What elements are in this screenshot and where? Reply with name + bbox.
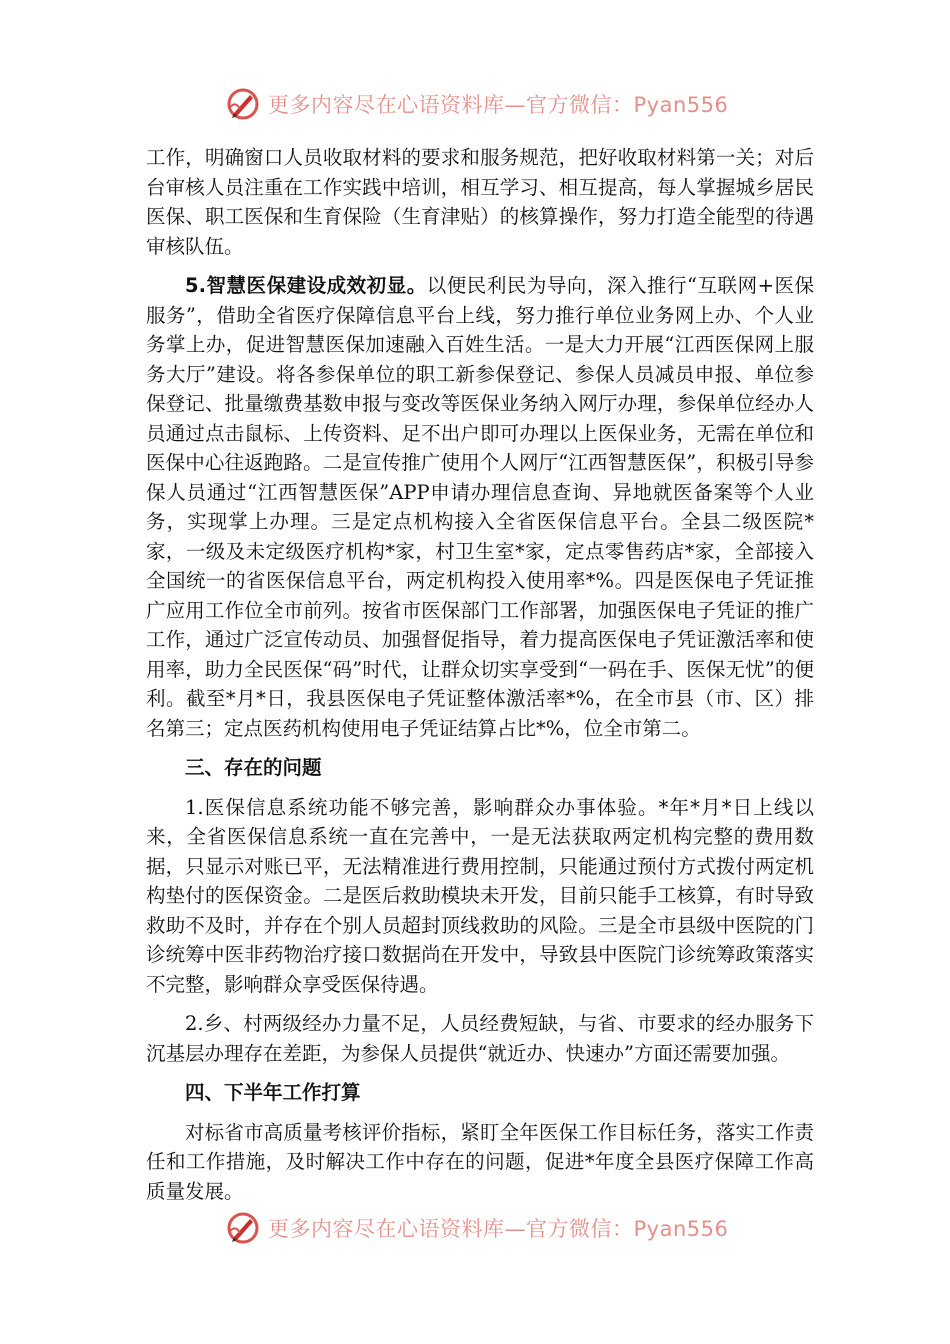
pen-logo-icon xyxy=(226,1211,260,1245)
paragraph-item5 xyxy=(146,271,814,743)
paragraph-continued: 工作，明确窗口人员收取材料的要求和服务规范，把好收取材料第一关；对后台审核人员注重在工作实践中培训，相互学习、相互提高，每人掌握城乡居民医保、职工医保和生育保险（生育津贴）的核算操作，努力打造全能型的待遇审核队伍。 xyxy=(146,146,814,258)
banner-text: 更多内容尽在心语资料库—官方微信：Pyan556 xyxy=(268,93,729,117)
header-banner xyxy=(226,86,728,122)
item5-title: 5.智慧医保建设成效初显。 xyxy=(185,274,427,297)
section3-heading: 三、存在的问题 xyxy=(185,756,322,779)
item5-body: 以便民利民为导向，深入推行“互联网+医保服务”，借助全省医疗保障信息平台上线，努力推行单位业务网上办、个人业务掌上办，促进智慧医保加速融入百姓生活。一是大力开展“江西医保网上服务大厅”建设。将各参保单位的职工新参保登记、参保人员减员申报、单位参保登记、批量缴费基数申报与变改等医保业务纳入网厅办理，参保单位经办人员通过点击鼠标、上传资料、足不出户即可办理以上医保业务，无需在单位和医保中心往返跑路。二是宣传推广使用个人网厅“江西智慧医保”，积极引导参保人员通过“江西智慧医保”APP申请办理信息查询、异地就医备案等个人业务，实现掌上办理。三是定点机构接入全省医保信息平台。全县二级医院*家，一级及未定级医疗机构*家，村卫生室*家，定点零售药店*家，全部接入全国统一的省医保信息平台，两定机构投入使用率*%。四是医保电子凭证推广应用工作位全市前列。按省市医保部门工作部署，加强医保电子凭证的推广工作，通过广泛宣传动员、加强督促指导，着力提高医保电子凭证激活率和使用率，助力全民医保“码”时代，让群众切实享受到“一码在手、医保无忧”的便利。截至*月*日，我县医保电子凭证整体激活率*%，在全市县（市、区）排名第三；定点医药机构使用电子凭证结算占比*%，位全市第二。 xyxy=(146,274,814,740)
footer-banner xyxy=(226,1210,728,1246)
paragraph-problem2: 2.乡、村两级经办力量不足，人员经费短缺，与省、市要求的经办服务下沉基层办理存在差距，为参保人员提供“就近办、快速办”方面还需要加强。 xyxy=(146,1012,814,1065)
pen-logo-icon xyxy=(226,87,260,121)
banner-text: 更多内容尽在心语资料库—官方微信：Pyan556 xyxy=(268,1217,729,1241)
section4-heading: 四、下半年工作打算 xyxy=(185,1081,361,1104)
document-body xyxy=(146,143,814,1206)
paragraph-problem1: 1.医保信息系统功能不够完善，影响群众办事体验。*年*月*日上线以来，全省医保信息系统一直在完善中，一是无法获取两定机构完整的费用数据，只显示对账已平，无法精准进行费用控制，只能通过预付方式拨付两定机构垫付的医保资金。二是医后救助模块未开发，目前只能手工核算，有时导致救助不及时，并存在个别人员超封顶线救助的风险。三是全市县级中医院的门诊统筹中医非药物治疗接口数据尚在开发中，导致县中医院门诊统筹政策落实不完整，影响群众享受医保待遇。 xyxy=(146,795,814,996)
paragraph-plan: 对标省市高质量考核评价指标，紧盯全年医保工作目标任务，落实工作责任和工作措施，及时解决工作中存在的问题，促进*年度全县医疗保障工作高质量发展。 xyxy=(146,1120,814,1203)
